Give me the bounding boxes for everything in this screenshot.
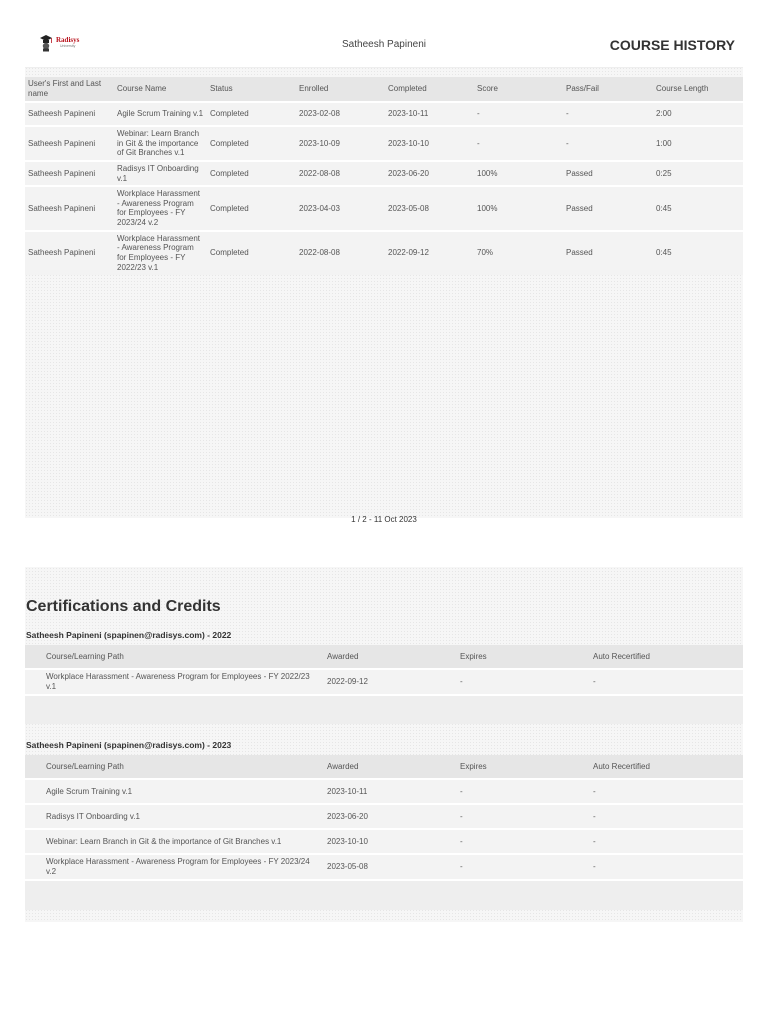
certifications-page [25,567,743,922]
cell-user: Satheesh Papineni [25,102,114,126]
cell-course: Workplace Harassment - Awareness Program for Employees - FY 2023/24 v.2 [25,854,324,879]
cell-score: 70% [474,231,563,275]
column-header: Awarded [324,755,457,779]
cell-awarded: 2023-10-11 [324,779,457,804]
cell-status: Completed [207,161,296,186]
cell-score: 100% [474,161,563,186]
column-header: Completed [385,77,474,102]
table-row [25,669,743,694]
column-header: Score [474,77,563,102]
table-row [25,126,743,161]
logo-brand: Radisys [56,36,80,45]
cell-pass-fail: Passed [563,161,653,186]
cell-score: 100% [474,186,563,230]
cell-pass-fail: Passed [563,186,653,230]
table-row [25,854,743,879]
cell-user: Satheesh Papineni [25,126,114,161]
cell-status: Completed [207,231,296,275]
cell-completed: 2023-06-20 [385,161,474,186]
cell-awarded: 2023-05-08 [324,854,457,879]
user-name: Satheesh Papineni [342,39,426,50]
cell-course-name: Radisys IT Onboarding v.1 [114,161,207,186]
cell-score: - [474,102,563,126]
table-row [25,829,743,854]
cell-course-name: Webinar: Learn Branch in Git & the importance of Git Branches v.1 [114,126,207,161]
certifications-table-2022 [25,645,743,724]
cell-status: Completed [207,102,296,126]
column-header: Auto Recertified [590,755,743,779]
table-header-row [25,755,743,779]
column-header: Course/Learning Path [25,755,324,779]
cell-course-length: 2:00 [653,102,743,126]
cell-awarded: 2023-06-20 [324,804,457,829]
cell-course: Radisys IT Onboarding v.1 [25,804,324,829]
page-title: COURSE HISTORY [609,37,735,53]
table-spacer [25,879,743,910]
section-heading-2023: Satheesh Papineni (spapinen@radisys.com) - 2023 [26,740,232,750]
column-header: Course Name [114,77,207,102]
cell-course-name: Workplace Harassment - Awareness Program for Employees - FY 2023/24 v.2 [114,186,207,230]
column-header: Auto Recertified [590,645,743,669]
table-row [25,161,743,186]
cell-completed: 2023-05-08 [385,186,474,230]
column-header: Expires [457,645,590,669]
cell-pass-fail: Passed [563,231,653,275]
cell-user: Satheesh Papineni [25,186,114,230]
cell-enrolled: 2023-10-09 [296,126,385,161]
cell-enrolled: 2022-08-08 [296,161,385,186]
column-header: User's First and Last name [25,77,114,102]
table-header-row [25,645,743,669]
column-header: Course/Learning Path [25,645,324,669]
cell-course-length: 1:00 [653,126,743,161]
cell-expires: - [457,669,590,694]
cell-course: Workplace Harassment - Awareness Program for Employees - FY 2022/23 v.1 [25,669,324,694]
cell-completed: 2023-10-10 [385,126,474,161]
cell-course-length: 0:45 [653,186,743,230]
cell-status: Completed [207,186,296,230]
table-header-row [25,77,743,102]
cell-completed: 2022-09-12 [385,231,474,275]
table-spacer [25,694,743,724]
cell-status: Completed [207,126,296,161]
cell-user: Satheesh Papineni [25,231,114,275]
cell-expires: - [457,854,590,879]
column-header: Status [207,77,296,102]
cell-pass-fail: - [563,102,653,126]
certifications-table-2023 [25,755,743,910]
column-header: Course Length [653,77,743,102]
column-header: Enrolled [296,77,385,102]
page-footer: 1 / 2 - 11 Oct 2023 [351,515,417,524]
cell-enrolled: 2023-02-08 [296,102,385,126]
column-header: Expires [457,755,590,779]
cell-auto-recertified: - [590,854,743,879]
page-header [25,25,743,68]
cell-awarded: 2023-10-10 [324,829,457,854]
table-row [25,779,743,804]
cell-course-length: 0:25 [653,161,743,186]
cell-completed: 2023-10-11 [385,102,474,126]
column-header: Awarded [324,645,457,669]
cell-user: Satheesh Papineni [25,161,114,186]
cell-auto-recertified: - [590,829,743,854]
cell-expires: - [457,779,590,804]
cell-pass-fail: - [563,126,653,161]
course-history-page [25,25,743,524]
table-row [25,804,743,829]
cell-course-length: 0:45 [653,231,743,275]
section-heading-2022: Satheesh Papineni (spapinen@radisys.com) - 2022 [26,630,232,640]
table-row [25,186,743,230]
column-header: Pass/Fail [563,77,653,102]
cell-course: Agile Scrum Training v.1 [25,779,324,804]
cell-auto-recertified: - [590,804,743,829]
cell-awarded: 2022-09-12 [324,669,457,694]
logo-subtitle: University [59,44,76,49]
section-title: Certifications and Credits [26,598,221,615]
cell-auto-recertified: - [590,669,743,694]
cell-auto-recertified: - [590,779,743,804]
cell-score: - [474,126,563,161]
cell-course-name: Workplace Harassment - Awareness Program for Employees - FY 2022/23 v.1 [114,231,207,275]
cell-course: Webinar: Learn Branch in Git & the importance of Git Branches v.1 [25,829,324,854]
cell-enrolled: 2023-04-03 [296,186,385,230]
cell-enrolled: 2022-08-08 [296,231,385,275]
cell-expires: - [457,829,590,854]
table-row [25,231,743,275]
course-history-table [25,77,743,275]
table-row [25,102,743,126]
cell-course-name: Agile Scrum Training v.1 [114,102,207,126]
cell-expires: - [457,804,590,829]
